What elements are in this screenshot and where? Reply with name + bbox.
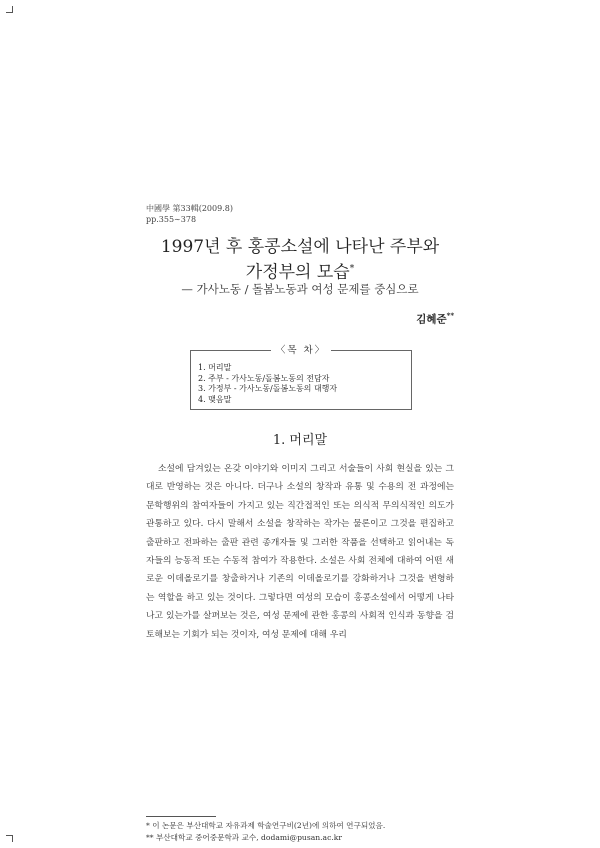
crop-mark-top-left: [6, 6, 13, 13]
toc-list: [198, 363, 337, 405]
paragraph: 소설에 담겨있는 온갖 이야기와 이미지 그리고 서술들이 사회 현실을 있는 그대로 반영하는 것은 아니다. 더구나 소설의 창작과 유통 및 수용의 전 과정에는 문학행위의 참여자들이 가지고 있는 직간접적인 또는 의식적 무의식적인 의도가 관통하고 있다. 다시 말해서 소설을 창작하는 작가는 물론이고 그것을 편집하고 출판하고 전파하는 출판 관련 종개자들 및 그러한 작품을 선택하고 읽어내는 독자들의 능동적 또는 수동적 참여가 작용한다. 소설은 사회 전체에 대하여 어떤 새로운 이데올로기를 창출하거나 기존의 이데올로기를 강화하거나 그것을 변형하는 역할을 하고 있는 것이다. 그렇다면 여성의 모습이 홍콩소설에서 어떻게 나타나고 있는가를 살펴보는 것은, 여성 문제에 관한 홍콩의 사회적 인식과 동향을 검토해보는 기회가 되는 것이자, 여성 문제에 대해 우리: [146, 464, 454, 640]
title-line-2: 가정부의 모습*: [245, 262, 355, 283]
page-range: pp.355∼378: [146, 215, 197, 224]
footnote-divider: [146, 816, 216, 817]
body-text: [146, 460, 454, 644]
crop-mark-bottom-left: [6, 835, 13, 842]
journal-issue: 中國學 第33輯(2009.8): [146, 204, 233, 213]
footnote: * 이 논문은 부산대학교 자유과제 학술연구비(2년)에 의하여 연구되었음.: [146, 821, 386, 830]
toc-item: 4. 맺음말: [198, 394, 232, 404]
paper-title: [146, 236, 454, 284]
footnotes: [146, 820, 466, 844]
author-footnote-marker: **: [446, 311, 454, 320]
paper-subtitle: — 가사노동 / 돌봄노동과 여성 문제를 중심으로: [181, 282, 419, 296]
author-name: 김혜준**: [416, 311, 454, 326]
table-of-contents: [190, 345, 412, 410]
section-heading: 1. 머리말: [272, 433, 328, 448]
journal-info: [146, 203, 233, 225]
toc-heading: 〈목 차〉: [271, 344, 331, 357]
title-line-1: 1997년 후 홍콩소설에 나타난 주부와: [160, 237, 440, 257]
toc-item: 1. 머리말: [198, 363, 232, 372]
toc-item: 2. 주부 - 가사노동/돌봄노동의 전담자: [198, 373, 330, 383]
footnote: ** 부산대학교 중어중문학과 교수, dodami@pusan.ac.kr: [146, 833, 342, 842]
toc-item: 3. 가정부 - 가사노동/돌봄노동의 대행자: [198, 384, 338, 393]
title-footnote-marker: *: [349, 264, 355, 274]
